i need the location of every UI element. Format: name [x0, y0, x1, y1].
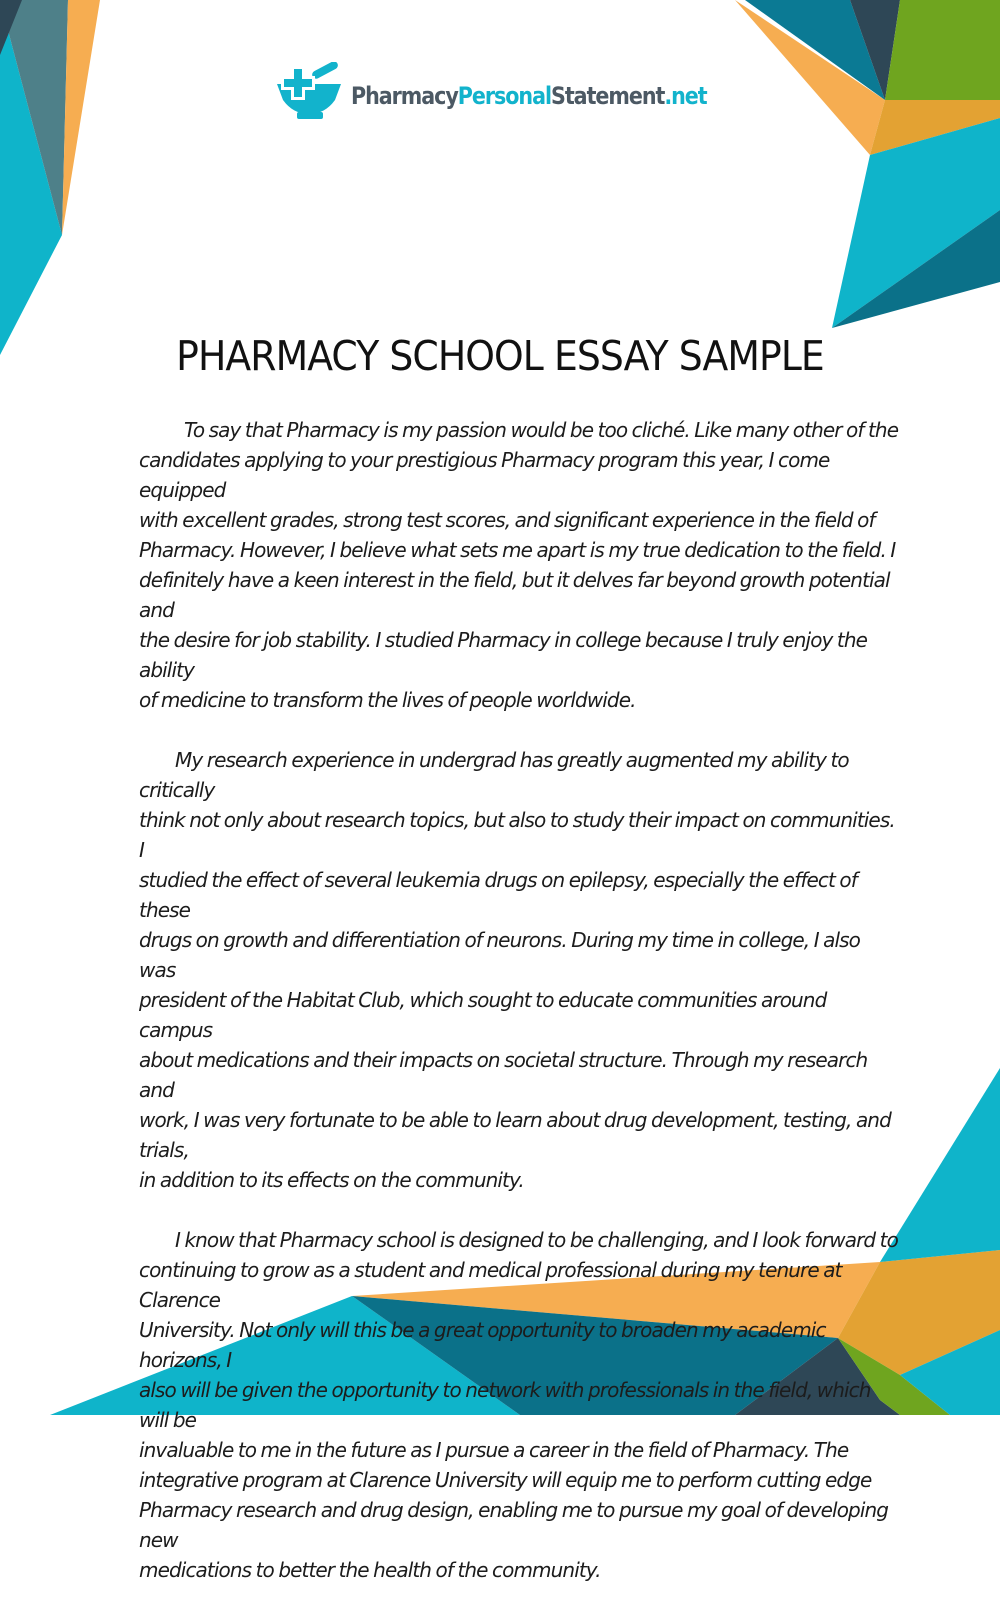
page-title: PHARMACY SCHOOL ESSAY SAMPLE	[176, 332, 824, 380]
logo-word-pharmacy: Pharmacy	[351, 82, 458, 110]
essay-body	[139, 415, 899, 1615]
logo-word-statement: Statement	[551, 82, 665, 110]
essay-paragraph-2: My research experience in undergrad has greatly augmented my ability to critically think not only about research topics, but also to study their impact on communities. I studied the effect of several leukemia drugs on epilepsy, especially the effect of these drugs on growth and differentiation of neurons. During my time in college, I also was president of the Habitat Club, which sought to educate communities around campus about medications and their impacts on societal structure. Through my research and work, I was very fortunate to be able to learn about drug development, testing, and trials, in addition to its effects on the community.	[139, 748, 895, 1192]
site-logo	[275, 62, 764, 122]
essay-paragraph-3: I know that Pharmacy school is designed to be challenging, and I look forward to continuing to grow as a student and medical professional during my tenure at Clarence University. Not only will this be a great opportunity to broaden my academic horizons, I also will be given the opportunity to network with professionals in the field, which will be invaluable to me in the future as I pursue a career in the field of Pharmacy. The integrative program at Clarence University will equip me to perform cutting edge Pharmacy research and drug design, enabling me to pursue my goal of developing new medications to better the health of the community.	[139, 1228, 898, 1582]
corner-shape-top-right-green	[885, 0, 1000, 100]
corner-shape-top-left-orange	[62, 0, 100, 235]
logo-word-net: .net	[664, 82, 707, 110]
mortar-pestle-cross-icon	[275, 62, 345, 122]
logo-wordmark	[351, 84, 707, 108]
essay-paragraph-1: To say that Pharmacy is my passion would be too cliché. Like many other of the candidates applying to your prestigious Pharmacy program this year, I come equipped with excellent grades, strong test scores, and significant experience in the field of Pharmacy. However, I believe what sets me apart is my true dedication to the field. I definitely have a keen interest in the field, but it delves far beyond growth potential and the desire for job stability. I studied Pharmacy in college because I truly enjoy the ability of medicine to transform the lives of people worldwide.	[139, 418, 899, 712]
logo-word-personal: Personal	[457, 82, 552, 110]
